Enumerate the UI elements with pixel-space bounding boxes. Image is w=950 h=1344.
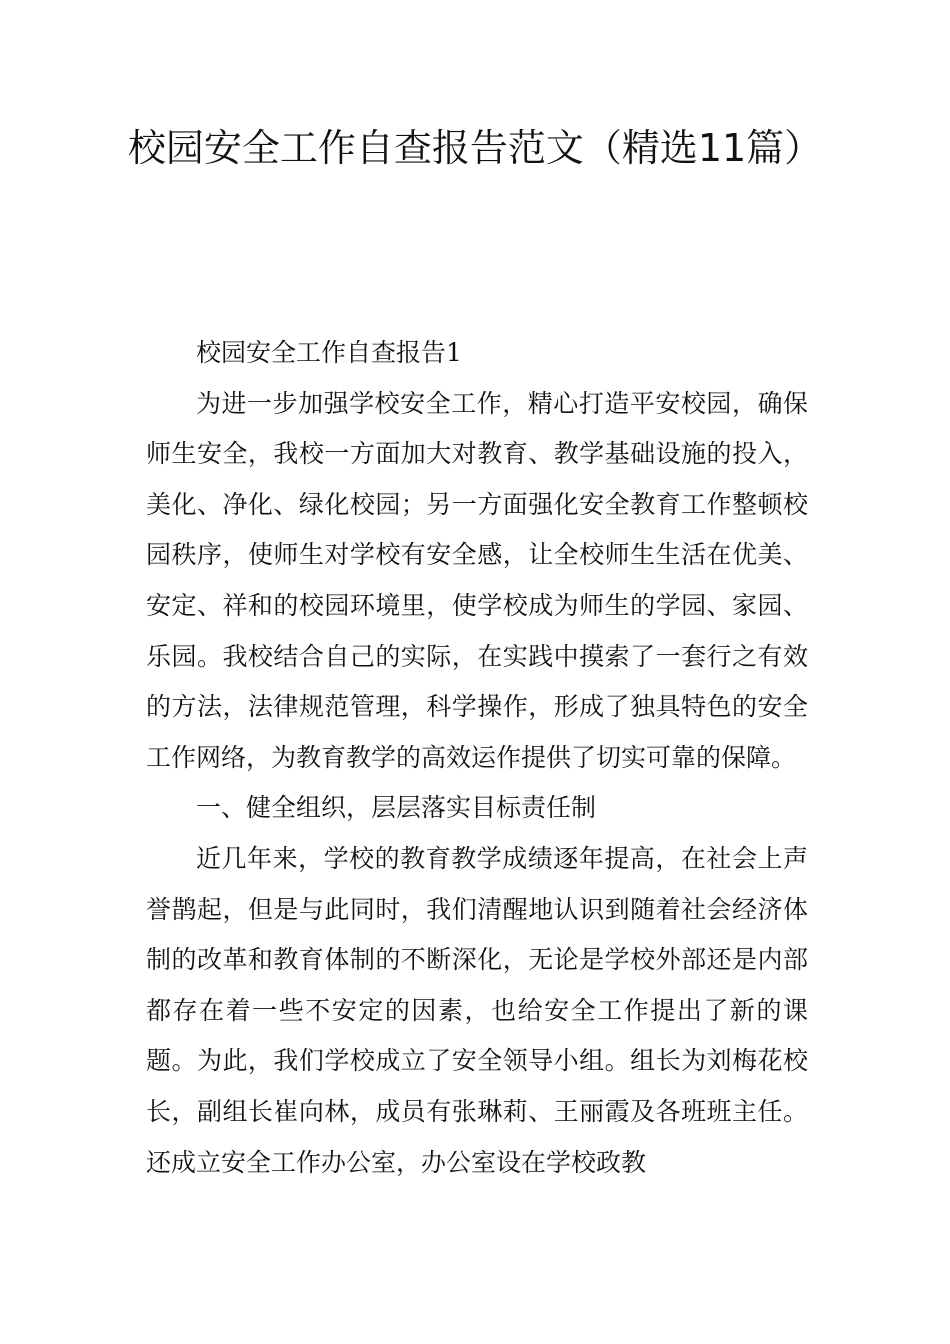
document-body [146, 328, 808, 1188]
body-paragraph-1: 为进一步加强学校安全工作，精心打造平安校园，确保师生安全，我校一方面加大对教育、教学基础设施的投入，美化、净化、绿化校园；另一方面强化安全教育工作整顿校园秩序，使师生对学校有安全感，让全校师生生活在优美、安定、祥和的校园环境里，使学校成为师生的学园、家园、乐园。我校结合自己的实际，在实践中摸索了一套行之有效的方法，法律规范管理，科学操作，形成了独具特色的安全工作网络，为教育教学的高效运作提供了切实可靠的保障。 [146, 388, 808, 772]
section-heading-1: 一、健全组织，层层落实目标责任制 [196, 793, 597, 823]
document-title: 校园安全工作自查报告范文（精选11篇） [127, 126, 823, 170]
section-title: 校园安全工作自查报告1 [196, 338, 462, 367]
body-paragraph-2: 近几年来，学校的教育教学成绩逐年提高，在社会上声誉鹊起，但是与此同时，我们清醒地认识到随着社会经济体制的改革和教育体制的不断深化，无论是学校外部还是内部都存在着一些不安定的因素，也给安全工作提出了新的课题。为此，我们学校成立了安全领导小组。组长为刘梅花校长，副组长崔向林，成员有张琳莉、王丽霞及各班班主任。还成立安全工作办公室，办公室设在学校政教 [146, 843, 808, 1177]
